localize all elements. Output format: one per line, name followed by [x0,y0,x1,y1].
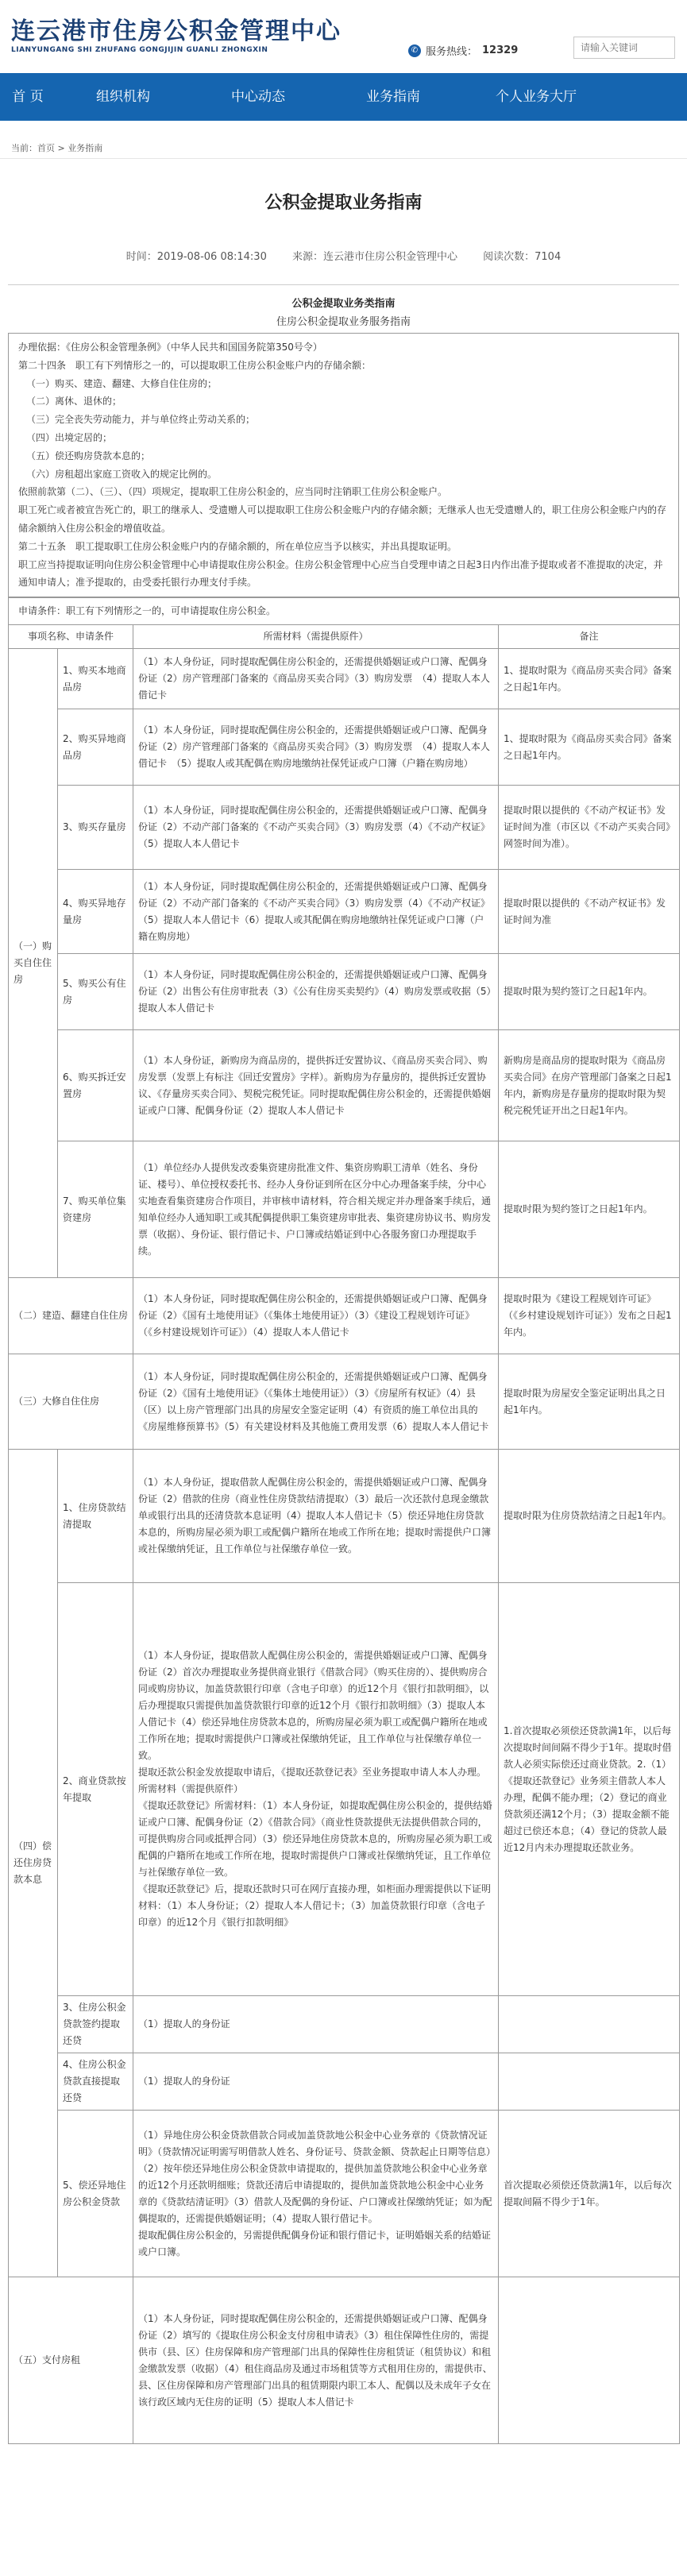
table-row [9,2111,680,2277]
article-source: 来源：连云港市住房公积金管理中心 [291,251,457,263]
remarks: 提取时限为《建设工程规划许可证》（《乡村建设规划许可证》）发布之日起1年内。 [499,1278,680,1354]
required-materials: （1）本人身份证，提取借款人配偶住房公积金的，需提供婚姻证或户口簿、配偶身份证（2）首次办理提取业务提供商业银行《借款合同》（购买住房的）、提供购房合同或购房协议，加盖贷款银行印章（含电子印章）的近12个月《银行扣款明细》，以后办理提取只需提供加盖贷款银行印章的近12个月《银行扣款明细》（3）提取人本人借记卡（4）偿还异地住房贷款本息的，所购房屋必须为职工或配偶户籍所在地或工作所在地；提取时需提供户口簿或社保缴纳凭证，且工作单位与社保缴存单位一致。 提取还款公积金发放提取申请后，《提取还款登记表》至业务提取申请人本人办理。所需材料（需提供原件） 《提取还款登记》所需材料：（1）本人身份证，如提取配偶住房公积金的，提供结婚证或户口簿、配偶身份证（2）《借款合同》（商业性贷款提供无法提供借款合同的，可提供购房合同或抵押合同）（3）偿还异地住房贷款本息的，所购房屋必须为职工或配偶的户籍所在地或工作所在地，提取时需提供户口簿或社保缴纳凭证，且工作单位与社保缴存单位一致。 《提取还款登记》后，提取还款时只可在网厅直接办理，如柜面办理需提供以下证明材料：（1）本人身份证；（2）提取人本人借记卡；（3）加盖贷款银行印章（含电子印章）的近12个月《银行扣款明细》 [133,1583,499,1996]
nav-item-home[interactable]: 首 页 [12,89,44,105]
item-name: 1、住房贷款结清提取 [58,1450,133,1583]
table-row [9,1583,680,1996]
group-name: （一）购买自住住房 [9,649,58,1278]
item-name: 7、购买单位集资建房 [58,1141,133,1278]
requirements-table [8,597,680,2444]
remarks: 1、提取时限为《商品房买卖合同》备案之日起1年内。 [499,649,680,709]
table-header-row [9,625,680,649]
article-meta [0,248,687,263]
remarks: 新购房是商品房的提取时限为《商品房买卖合同》在房产管理部门备案之日起1年内，新购房是存量房的提取时限为契税完税凭证开出之日起1年内。 [499,1030,680,1141]
section-title: 公积金提取业务类指南 [291,298,396,310]
remarks [499,1996,680,2053]
table-row [9,2053,680,2111]
required-materials: （1）本人身份证，同时提取配偶住房公积金的，还需提供婚姻证或户口簿、配偶身份证（2）房产管理部门备案的《商品房买卖合同》（3）购房发票 （4）提取人本人借记卡 [133,649,499,709]
intro-paragraph: （四）出境定居的； [26,431,113,443]
item-name: 4、购买异地存量房 [58,870,133,954]
table-row [9,649,680,709]
site-logo-title[interactable]: 连云港市住房公积金管理中心 [11,17,342,45]
remarks: 提取时限为契约签订之日起1年内。 [499,1141,680,1278]
remarks [499,2053,680,2111]
hotline [408,43,518,58]
site-header [0,0,687,73]
column-header: 备注 [499,625,680,649]
required-materials: （1）本人身份证，同时提取配偶住房公积金的，还需提供婚姻证或户口簿、配偶身份证（2）房产管理部门备案的《商品房买卖合同》（3）购房发票 （4）提取人本人借记卡 （5）提取人或其配偶在购房地缴纳社保凭证或户口簿（户籍在购房地） [133,709,499,786]
table-row [9,954,680,1030]
intro-paragraph: （三）完全丧失劳动能力，并与单位终止劳动关系的； [26,414,256,426]
required-materials: （1）本人身份证，提取借款人配偶住房公积金的，需提供婚姻证或户口簿、配偶身份证（2）借款的住房（商业性住房贷款结清提取）（3）最后一次还款付息现金缴款单或银行出具的还清贷款本息证明（4）提取人本人借记卡（5）偿还异地住房贷款本息的，所购房屋必须为职工或配偶户籍所在地或工作所在地；提取时需提供户口簿或社保缴纳凭证，且工作单位与社保缴存单位一致。 [133,1450,499,1583]
table-row [9,1996,680,2053]
table-row [9,1030,680,1141]
remarks: 1.首次提取必须偿还贷款满1年，以后每次提取时间间隔不得少于1年。提取时借款人必须实际偿还过商业贷款。2.（1）《提取还款登记》业务须主借款人本人办理，配偶不能办理；（2）登记的商业贷款须还满12个月；（3）提取金额不能超过已偿还本息；（4）登记的贷款人最近12月内未办理提取还款业务。 [499,1583,680,1996]
search-input[interactable] [573,37,675,59]
intro-paragraph: 职工死亡或者被宣告死亡的，职工的继承人、受遗赠人可以提取职工住房公积金账户内的存储余额；无继承人也无受遗赠人的，职工住房公积金账户内的存储余额纳入住房公积金的增值收益。 [18,504,667,534]
view-count: 阅读次数：7104 [483,251,562,263]
item-name: 1、购买本地商品房 [58,649,133,709]
required-materials: （1）提取人的身份证 [133,2053,499,2111]
site-logo-subtitle: LIANYUNGANG SHI ZHUFANG GONGJIJIN GUANLI ZHONGXIN [11,46,268,54]
intro-paragraph: （六）房租超出家庭工资收入的规定比例的。 [26,468,218,480]
nav-item-news[interactable]: 中心动态 [231,89,285,105]
nav-item-guide[interactable]: 业务指南 [366,89,420,105]
remarks: 提取时限以提供的《不动产权证书》发证时间为准 [499,870,680,954]
required-materials: （1）本人身份证，同时提取配偶住房公积金的，还需提供婚姻证或户口簿、配偶身份证（2）不动产部门备案的《不动产买卖合同》（3）购房发票（4）《不动产权证》（5）提取人本人借记卡 [133,786,499,870]
page-title: 公积金提取业务指南 [264,193,423,213]
intro-paragraph: 职工应当持提取证明向住房公积金管理中心申请提取住房公积金。住房公积金管理中心应当自受理申请之日起3日内作出准予提取或者不准提取的决定，并通知申请人；准予提取的，由受委托银行办理支付手续。 [18,558,663,589]
required-materials: （1）单位经办人提供发改委集资建房批准文件、集资房购职工清单（姓名、身份证、楼号）、单位授权委托书、经办人身份证到所在区分中心办理备案手续，分中心实地查看集资建房合作项目，并审核申请材料，符合相关规定并办理备案手续后，通知单位经办人通知职工或其配偶提供职工集资建房审批表、集资建房协议书、购房发票（收据）、身份证、银行借记卡、户口簿或结婚证到中心各服务窗口办理提取手续。 [133,1141,499,1278]
remarks: 首次提取必须偿还贷款满1年，以后每次提取间隔不得少于1年。 [499,2111,680,2277]
requirements-table-body [9,598,680,2444]
remarks [499,2277,680,2444]
remarks: 提取时限为住房贷款结清之日起1年内。 [499,1450,680,1583]
intro-paragraph: 依照前款第（二）、（三）、（四）项规定，提取职工住房公积金的，应当同时注销职工住房公积金账户。 [18,486,448,498]
column-header: 事项名称、申请条件 [9,625,133,649]
publish-time: 时间：2019-08-06 08:14:30 [125,251,267,263]
table-row [9,598,680,625]
legal-basis [8,333,679,597]
item-name: 3、购买存量房 [58,786,133,870]
item-name: 2、商业贷款按年提取 [58,1583,133,1996]
item-name: 4、住房公积金贷款直接提取还贷 [58,2053,133,2111]
required-materials: （1）本人身份证，同时提取配偶住房公积金的，还需提供婚姻证或户口簿、配偶身份证（2）填写的《提取住房公积金支付房租申请表》（3）租住保障性住房的，需提供市（县、区）住房保障和房产管理部门出具的保障性住房租赁证（租赁协议）和租金缴款发票（收据）（4）租住商品房及通过市场租赁等方式租用住房的，需提供市、县、区住房保障和房产管理部门出具的租赁期限内职工本人、配偶以及未成年子女在该行政区域内无住房的证明（5）提取人本人借记卡 [133,2277,499,2444]
table-row [9,786,680,870]
required-materials: （1）本人身份证，同时提取配偶住房公积金的，还需提供婚姻证或户口簿、配偶身份证（2）不动产部门备案的《不动产买卖合同》（3）购房发票（4）《不动产权证》（5）提取人本人借记卡（6）提取人或其配偶在购房地缴纳社保凭证或户口簿（户籍在购房地） [133,870,499,954]
main-nav [0,73,687,121]
nav-item-organization[interactable]: 组织机构 [96,89,150,105]
table-row [9,1450,680,1583]
table-row [9,1141,680,1278]
remarks: 提取时限以提供的《不动产权证书》发证时间为准（市区以《不动产买卖合同》网签时间为准）。 [499,786,680,870]
required-materials: （1）本人身份证，同时提取配偶住房公积金的，还需提供婚姻证或户口簿、配偶身份证（2）《国有土地使用证》（《集体土地使用证》）（3）《房屋所有权证》（4）县（区）以上房产管理部门出具的房屋安全鉴定证明（4）有资质的施工单位出具的《房屋维修预算书》（5）有关建设材料及其他施工费用发票（6）提取人本人借记卡 [133,1354,499,1450]
item-name: 6、购买拆迁安置房 [58,1030,133,1141]
intro-paragraph: （二）离休、退休的； [26,396,122,407]
group-name: （四）偿还住房贷款本息 [9,1450,58,2277]
intro-paragraph: （五）偿还购房贷款本息的； [26,450,151,462]
phone-icon: ✆ [408,44,421,57]
hotline-label: 服务热线： [426,46,478,58]
remarks: 1、提取时限为《商品房买卖合同》备案之日起1年内。 [499,709,680,786]
intro-paragraph: （一）购买、建造、翻建、大修自住住房的； [26,377,218,389]
group-name: （二）建造、翻建自住住房 [9,1278,133,1354]
nav-item-personal-hall[interactable]: 个人业务大厅 [496,89,577,105]
required-materials: （1）本人身份证，同时提取配偶住房公积金的，还需提供婚姻证或户口簿、配偶身份证（2）《国有土地使用证》（《集体土地使用证》）（3）《建设工程规划许可证》（《乡村建设规划许可证》）（4）提取人本人借记卡 [133,1278,499,1354]
article-body [8,284,679,2444]
intro-paragraph: 第二十五条 职工提取职工住房公积金账户内的存储余额的，所在单位应当予以核实，并出具提取证明。 [18,540,457,552]
column-header: 所需材料（需提供原件） [133,625,499,649]
item-name: 3、住房公积金贷款签约提取还贷 [58,1996,133,2053]
item-name: 5、购买公有住房 [58,954,133,1030]
item-name: 2、购买异地商品房 [58,709,133,786]
condition-note: 申请条件：职工有下列情形之一的，可申请提取住房公积金。 [9,598,680,625]
item-name: 5、偿还异地住房公积金贷款 [58,2111,133,2277]
group-name: （三）大修自住住房 [9,1354,133,1450]
table-row [9,1354,680,1450]
breadcrumb-text[interactable]: 当前：首页 > 业务指南 [11,143,103,153]
required-materials: （1）本人身份证，同时提取配偶住房公积金的，还需提供婚姻证或户口簿、配偶身份证（2）出售公有住房审批表（3）《公有住房买卖契约》（4）购房发票或收据（5）提取人本人借记卡 [133,954,499,1030]
section-subtitle: 住房公积金提取业务服务指南 [276,316,411,328]
table-row [9,2277,680,2444]
intro-paragraph: 办理依据：《住房公积金管理条例》（中华人民共和国国务院第350号令） [18,342,322,353]
hotline-number: 12329 [482,44,519,56]
group-name: （五）支付房租 [9,2277,133,2444]
table-row [9,709,680,786]
required-materials: （1）本人身份证，新购房为商品房的，提供拆迁安置协议、《商品房买卖合同》、购房发票（发票上有标注《回迁安置房》字样）。新购房为存量房的，提供拆迁安置协议、《存量房买卖合同》、契税完税凭证。同时提取配偶住房公积金的，还需提供婚姻证或户口簿、配偶身份证（2）提取人本人借记卡 [133,1030,499,1141]
remarks: 提取时限为房屋安全鉴定证明出具之日起1年内。 [499,1354,680,1450]
intro-paragraph: 第二十四条 职工有下列情形之一的，可以提取职工住房公积金账户内的存储余额： [18,359,372,371]
remarks: 提取时限为契约签订之日起1年内。 [499,954,680,1030]
required-materials: （1）提取人的身份证 [133,1996,499,2053]
table-row [9,870,680,954]
breadcrumb [0,138,687,159]
required-materials: （1）异地住房公积金贷款借款合同或加盖贷款地公积金中心业务章的《贷款情况证明》（贷款情况证明需写明借款人姓名、身份证号、贷款金额、贷款起止日期等信息）（2）按年偿还异地住房公积金贷款申请提取的，提供加盖贷款地公积金中心业务章的近12个月还款明细账；贷款还清后申请提取的，提供加盖贷款地公积金中心业务章的《贷款结清证明》（3）借款人及配偶的身份证、户口簿或社保缴纳凭证；如为配偶提取的，还需提供婚姻证明；（4）提取人银行借记卡。 提取配偶住房公积金的，另需提供配偶身份证和银行借记卡，证明婚姻关系的结婚证或户口簿。 [133,2111,499,2277]
table-row [9,1278,680,1354]
